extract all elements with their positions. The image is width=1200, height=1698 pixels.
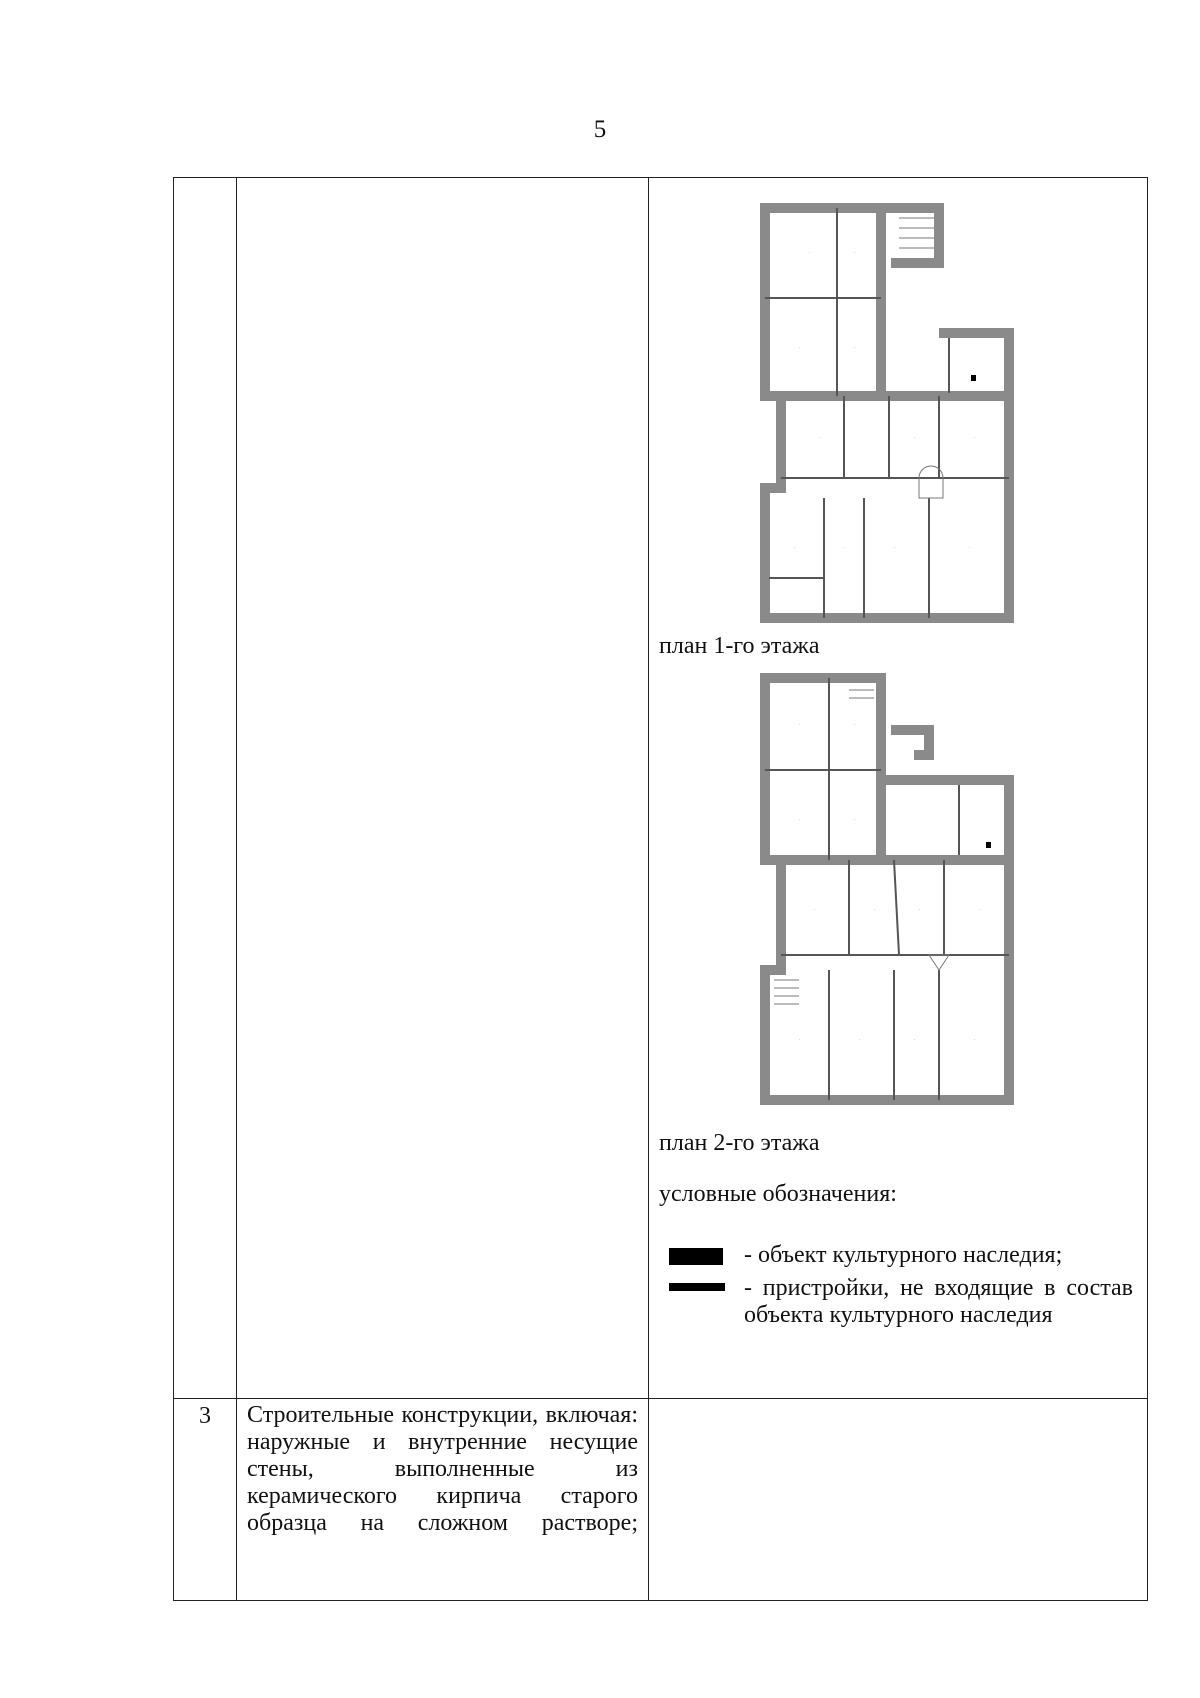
legend-item-heritage <box>649 1242 1147 1269</box>
svg-text:.: . <box>974 1036 976 1042</box>
svg-text:.: . <box>809 249 811 255</box>
document-table <box>173 177 1148 1601</box>
svg-text:.: . <box>819 434 821 440</box>
legend-item-extensions <box>649 1275 1147 1329</box>
table-row <box>174 1399 1148 1601</box>
svg-text:.: . <box>799 816 801 822</box>
legend-text-heritage: - объект культурного наследия; <box>744 1242 1063 1268</box>
svg-text:.: . <box>859 1036 861 1042</box>
legend-swatch-thin <box>669 1283 725 1291</box>
svg-text:.: . <box>854 249 856 255</box>
svg-text:.: . <box>854 344 856 350</box>
svg-text:.: . <box>799 721 801 727</box>
svg-text:.: . <box>974 434 976 440</box>
svg-text:.: . <box>799 344 801 350</box>
svg-text:.: . <box>794 544 796 550</box>
svg-text:.: . <box>854 721 856 727</box>
svg-text:.: . <box>914 434 916 440</box>
empty-cell <box>649 1399 1148 1601</box>
floor-plan-1-drawing <box>649 178 1148 633</box>
legend-swatch-thick <box>669 1248 723 1265</box>
legend-title: условные обозначения: <box>659 1181 897 1207</box>
svg-text:.: . <box>874 906 876 912</box>
svg-text:.: . <box>919 906 921 912</box>
plans-cell <box>649 178 1148 1399</box>
svg-text:.: . <box>969 544 971 550</box>
svg-text:.: . <box>814 906 816 912</box>
row-description-cell: Строительные конструкции, включая: наружные и внутренние несущие стены, выполненные из керамического кирпича старого образца на сложном растворе; <box>237 1399 649 1601</box>
page-number: 5 <box>593 116 607 143</box>
plan2-caption: план 2-го этажа <box>659 1130 820 1156</box>
svg-text:.: . <box>854 816 856 822</box>
svg-text:.: . <box>914 1036 916 1042</box>
svg-text:.: . <box>844 544 846 550</box>
row-number-cell: 3 <box>174 1399 237 1601</box>
legend-text-extensions: - пристройки, не входящие в состав объекта культурного наследия <box>744 1275 1133 1328</box>
row-description-cell <box>237 178 649 1399</box>
row-number-cell <box>174 178 237 1399</box>
svg-text:.: . <box>894 544 896 550</box>
floor-plan-1 <box>649 178 1147 633</box>
svg-text:.: . <box>799 1036 801 1042</box>
plan1-caption: план 1-го этажа <box>659 633 820 659</box>
floor-plan-2 <box>649 670 1147 1130</box>
svg-text:.: . <box>979 906 981 912</box>
table-row <box>174 178 1148 1399</box>
floor-plan-2-drawing <box>649 670 1148 1130</box>
